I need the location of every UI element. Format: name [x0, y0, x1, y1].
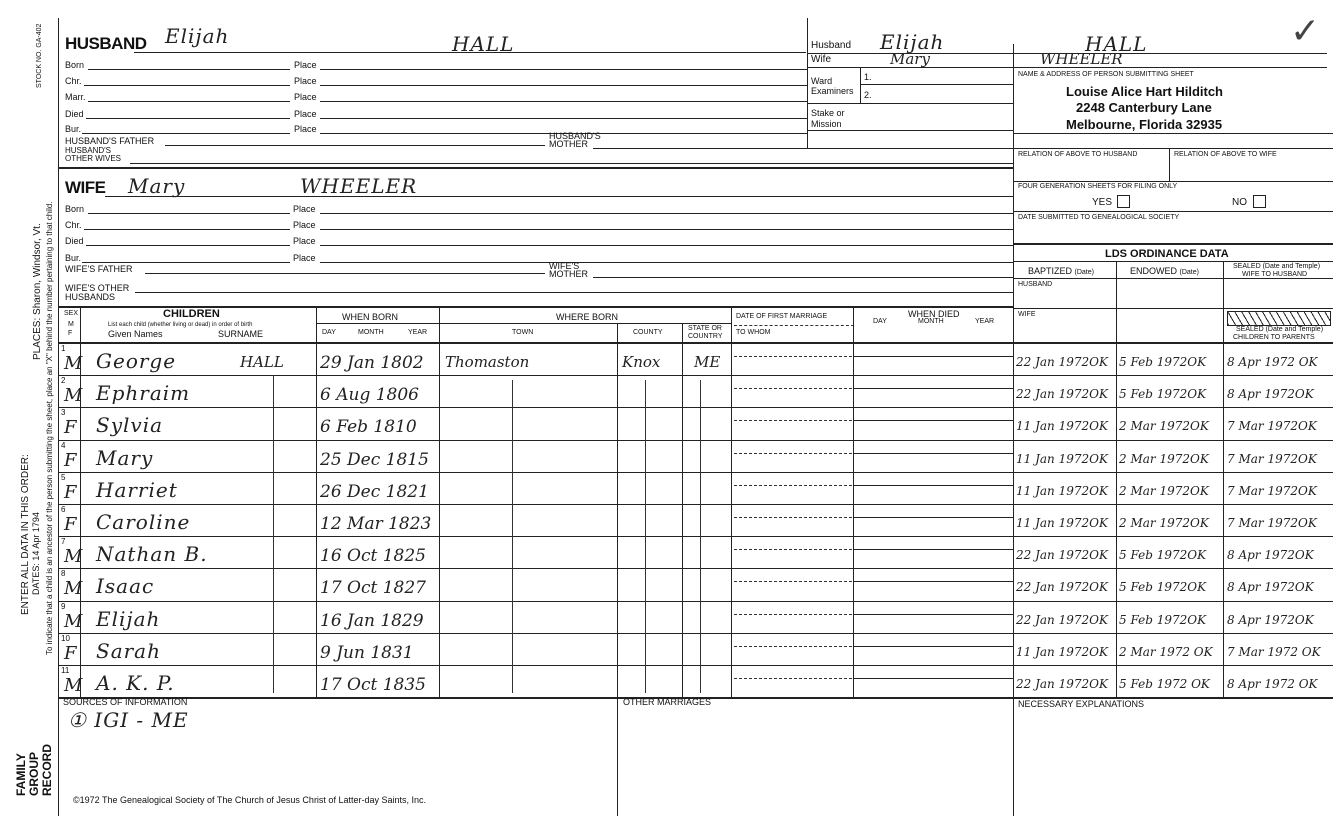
no-label: NO	[1232, 197, 1247, 208]
marriage-dash	[734, 678, 852, 679]
row-divider	[58, 568, 1333, 569]
child-given-name: Harriet	[96, 477, 178, 502]
copyright: ©1972 The Genealogical Society of The Church of Jesus Christ of Latter-day Saints, Inc.	[73, 795, 426, 805]
examiners-label: Examiners	[811, 86, 854, 96]
checkmark: ✓	[1290, 10, 1321, 51]
child-sex: M	[64, 578, 84, 600]
child-endowed: 5 Feb 1972OK	[1119, 355, 1207, 369]
child-given-name: Elijah	[96, 606, 161, 631]
sources-value: ① IGI - ME	[68, 708, 189, 732]
wife-bur-place-label: Place	[293, 253, 316, 263]
died-month-header: MONTH	[918, 318, 944, 325]
child-baptized: 22 Jan 1972OK	[1016, 580, 1108, 595]
date-submitted-label: DATE SUBMITTED TO GENEALOGICAL SOCIETY	[1018, 214, 1180, 221]
row-divider	[58, 601, 1333, 602]
county-header: COUNTY	[633, 329, 663, 336]
child-given-name: Mary	[96, 445, 154, 470]
child-birth-date: 16 Oct 1825	[320, 546, 426, 567]
child-endowed: 2 Mar 1972OK	[1119, 419, 1209, 434]
sex-header: SEX	[64, 310, 79, 317]
husband-marr-label: Marr.	[65, 92, 86, 102]
lds-husband-label: HUSBAND	[1018, 281, 1053, 288]
child-given-name: Nathan B.	[96, 542, 208, 567]
child-sealed: 8 Apr 1972OK	[1227, 580, 1314, 595]
child-birth-date: 16 Jan 1829	[320, 610, 424, 631]
ditto-mark	[700, 380, 701, 693]
husband-father-label: HUSBAND'S FATHER	[65, 136, 155, 146]
other-marriages-label: OTHER MARRIAGES	[623, 697, 712, 707]
marriage-dash	[734, 581, 852, 582]
baptized-header	[1028, 266, 1094, 278]
ditto-mark	[273, 375, 274, 693]
wife-label: WIFE	[65, 178, 106, 197]
enter-all-note: ENTER ALL DATA IN THIS ORDER:	[20, 454, 31, 615]
sex-f-header: F	[68, 330, 73, 337]
month-header: MONTH	[358, 329, 384, 336]
submitter-city: Melbourne, Florida 32935	[1066, 117, 1223, 132]
husband-bur-place-label: Place	[294, 124, 317, 134]
died-line	[853, 678, 1013, 679]
sealed-parents-1: SEALED (Date and Temple)	[1236, 326, 1324, 333]
sealed-husband-1: SEALED (Date and Temple)	[1233, 263, 1321, 270]
child-endowed: 5 Feb 1972OK	[1119, 580, 1207, 595]
husband-other-wives-1: HUSBAND'S	[65, 146, 111, 155]
marriage-dash	[734, 646, 852, 647]
child-sex: M	[64, 385, 84, 407]
child-sex: F	[64, 449, 78, 471]
child-county: Knox	[622, 353, 661, 371]
lds-wife-label: WIFE	[1018, 311, 1036, 318]
child-sex: F	[64, 642, 78, 664]
husband-chr-place-label: Place	[294, 76, 317, 86]
row-divider	[58, 504, 1333, 505]
necessary-explanations-label: NECESSARY EXPLANATIONS	[1018, 699, 1145, 709]
child-baptized: 11 Jan 1972OK	[1016, 644, 1108, 659]
rh-husband-label: Husband	[811, 40, 852, 51]
husband-died-place-label: Place	[294, 109, 317, 119]
examiner-1: 1.	[864, 72, 872, 82]
child-baptized: 22 Jan 1972OK	[1016, 387, 1108, 402]
sex-m-header: M	[68, 321, 74, 328]
lds-title: LDS ORDINANCE DATA	[1105, 248, 1229, 260]
child-endowed: 5 Feb 1972OK	[1119, 387, 1207, 402]
child-sealed: 7 Mar 1972 OK	[1227, 644, 1321, 659]
wife-chr-label: Chr.	[65, 220, 82, 230]
child-given-name: A. K. P.	[96, 671, 175, 695]
rh-wife-label: Wife	[811, 54, 831, 65]
marriage-dash	[734, 356, 852, 357]
sources-label: SOURCES OF INFORMATION	[63, 697, 188, 707]
child-baptized: 11 Jan 1972OK	[1016, 516, 1108, 530]
rh-wife-surname: WHEELER	[1040, 50, 1123, 68]
child-birth-date: 17 Oct 1835	[320, 675, 426, 695]
wife-died-place-label: Place	[293, 236, 316, 246]
given-names-header: Given Names	[108, 329, 163, 339]
submitter-label: NAME & ADDRESS OF PERSON SUBMITTING SHEET	[1018, 71, 1194, 78]
endowed-word: ENDOWED	[1130, 266, 1177, 276]
child-given-name: Sarah	[96, 638, 161, 663]
child-endowed: 5 Feb 1972OK	[1119, 548, 1207, 563]
died-line	[853, 646, 1013, 647]
child-town: Thomaston	[445, 353, 530, 371]
child-sealed: 8 Apr 1972 OK	[1227, 677, 1318, 691]
child-sex: M	[64, 675, 84, 696]
wife-chr-place-label: Place	[293, 220, 316, 230]
first-marriage-header: DATE OF FIRST MARRIAGE	[736, 313, 828, 320]
baptized-word: BAPTIZED	[1028, 266, 1073, 276]
child-sex: M	[64, 610, 84, 632]
child-number: 5	[61, 472, 66, 482]
husband-surname: HALL	[452, 32, 515, 56]
marriage-dash	[734, 453, 852, 454]
husband-given-name: Elijah	[165, 24, 230, 48]
child-sealed: 8 Apr 1972 OK	[1227, 355, 1318, 369]
child-sealed: 8 Apr 1972OK	[1227, 612, 1314, 627]
town-header: TOWN	[512, 329, 534, 336]
died-line	[853, 549, 1013, 550]
row-divider	[58, 633, 1333, 634]
surname-header: SURNAME	[218, 329, 264, 339]
rel-wife-label: RELATION OF ABOVE TO WIFE	[1174, 151, 1277, 158]
child-sealed: 7 Mar 1972OK	[1227, 516, 1317, 530]
endowed-header	[1130, 266, 1199, 278]
child-birth-date: 6 Feb 1810	[320, 417, 417, 438]
ward-label: Ward	[811, 76, 833, 86]
died-line	[853, 485, 1013, 486]
child-given-name: Ephraim	[96, 381, 191, 406]
child-number: 10	[61, 633, 70, 643]
wife-mother-label-1: WIFE'S	[549, 261, 580, 271]
marriage-dash	[734, 388, 852, 389]
died-line	[853, 614, 1013, 615]
family-word: FAMILY	[14, 753, 28, 796]
child-state: ME	[694, 353, 721, 371]
where-born-header: WHERE BORN	[556, 312, 619, 322]
ditto-mark	[512, 380, 513, 693]
row-divider	[58, 440, 1333, 441]
child-number: 9	[61, 601, 66, 611]
marriage-dash	[734, 517, 852, 518]
four-gen-label: FOUR GENERATION SHEETS FOR FILING ONLY	[1018, 183, 1178, 190]
marriage-dash	[734, 485, 852, 486]
child-given-name: Caroline	[96, 510, 191, 534]
wife-given-name: Mary	[128, 174, 186, 198]
row-divider	[58, 665, 1333, 666]
child-birth-date: 12 Mar 1823	[320, 514, 432, 534]
sealed-parents-2: CHILDREN TO PARENTS	[1233, 334, 1315, 341]
child-baptized: 11 Jan 1972OK	[1016, 419, 1108, 434]
child-endowed: 2 Mar 1972OK	[1119, 451, 1209, 466]
ditto-mark	[645, 380, 646, 693]
marriage-dash	[734, 420, 852, 421]
husband-born-label: Born	[65, 60, 85, 70]
family-group-title	[15, 744, 54, 796]
husband-marr-place-label: Place	[294, 92, 317, 102]
child-birth-date: 29 Jan 1802	[320, 353, 424, 373]
wife-died-label: Died	[65, 236, 84, 246]
child-surname: HALL	[240, 353, 284, 371]
child-endowed: 2 Mar 1972 OK	[1119, 644, 1213, 659]
baptized-date-word: (Date)	[1074, 269, 1094, 276]
endowed-date-word: (Date)	[1179, 269, 1199, 276]
examiner-2: 2.	[864, 90, 872, 100]
child-sealed: 7 Mar 1972OK	[1227, 483, 1317, 498]
wife-born-label: Born	[65, 204, 85, 214]
no-checkbox[interactable]	[1253, 195, 1266, 208]
child-number: 7	[61, 537, 66, 547]
wife-other-husbands-2: HUSBANDS	[65, 292, 116, 302]
list-note: List each child (whether living or dead) in order of birth	[108, 322, 253, 328]
husband-other-wives-2: OTHER WIVES	[65, 154, 122, 163]
child-sealed: 8 Apr 1972OK	[1227, 387, 1314, 402]
child-number: 4	[61, 440, 66, 450]
to-whom-header: TO WHOM	[736, 329, 771, 336]
child-number: 2	[61, 376, 66, 386]
rh-husband-given: Elijah	[880, 30, 945, 54]
child-birth-date: 26 Dec 1821	[320, 481, 429, 502]
died-line	[853, 453, 1013, 454]
children-header: CHILDREN	[163, 308, 220, 320]
husband-chr-label: Chr.	[65, 76, 82, 86]
child-sex: F	[64, 514, 78, 535]
stake-label-2: Mission	[811, 119, 842, 129]
child-number: 3	[61, 408, 66, 418]
record-word: RECORD	[40, 743, 54, 796]
child-number: 8	[61, 569, 66, 579]
yes-label: YES	[1092, 197, 1113, 208]
child-sealed: 7 Mar 1972OK	[1227, 451, 1317, 466]
rh-wife-given: Mary	[890, 50, 930, 68]
husband-died-label: Died	[65, 109, 84, 119]
day-header: DAY	[322, 329, 336, 336]
child-sealed: 8 Apr 1972OK	[1227, 548, 1314, 563]
child-number: 11	[61, 666, 70, 675]
yes-checkbox[interactable]	[1117, 195, 1130, 208]
died-line	[853, 356, 1013, 357]
child-number: 6	[61, 505, 66, 514]
sealed-husband-2: WIFE TO HUSBAND	[1242, 271, 1308, 278]
indicate-note: To indicate that a child is an ancestor of the person submitting the sheet, place an "X" behind the number pertaining to that child.	[45, 201, 54, 655]
places-note: PLACES: Sharon, Windsor, Vt.	[32, 223, 43, 360]
child-baptized: 22 Jan 1972OK	[1016, 677, 1108, 691]
husband-mother-label-2: MOTHER	[549, 139, 588, 149]
child-given-name: George	[96, 349, 177, 373]
row-divider	[58, 536, 1333, 537]
husband-mother-label-1: HUSBAND'S	[549, 131, 601, 141]
state-header-1: STATE OR	[688, 325, 722, 332]
sealed-hatch	[1227, 311, 1331, 326]
child-endowed: 5 Feb 1972OK	[1119, 612, 1207, 627]
wife-father-label: WIFE'S FATHER	[65, 264, 133, 274]
child-baptized: 11 Jan 1972OK	[1016, 483, 1108, 498]
rh-husband-surname: HALL	[1085, 32, 1148, 56]
died-line	[853, 388, 1013, 389]
child-sealed: 7 Mar 1972OK	[1227, 419, 1317, 434]
child-endowed: 2 Mar 1972OK	[1119, 516, 1209, 530]
child-number: 1	[61, 344, 66, 353]
died-year-header: YEAR	[975, 318, 995, 325]
when-born-header: WHEN BORN	[342, 312, 398, 322]
child-baptized: 22 Jan 1972OK	[1016, 612, 1108, 627]
wife-mother-label-2: MOTHER	[549, 269, 588, 279]
child-endowed: 2 Mar 1972OK	[1119, 483, 1209, 498]
died-line	[853, 581, 1013, 582]
husband-label: HUSBAND	[65, 34, 147, 53]
wife-born-place-label: Place	[293, 204, 316, 214]
dates-note: DATES: 14 Apr 1794	[31, 512, 41, 595]
when-died-header: WHEN DIED	[908, 309, 960, 319]
child-baptized: 11 Jan 1972OK	[1016, 451, 1108, 466]
child-given-name: Sylvia	[96, 413, 164, 438]
row-divider	[58, 407, 1333, 408]
child-birth-date: 25 Dec 1815	[320, 449, 429, 470]
child-sex: M	[64, 546, 84, 568]
died-day-header: DAY	[873, 318, 887, 325]
marriage-dash	[734, 614, 852, 615]
group-word: GROUP	[27, 751, 41, 796]
child-given-name: Isaac	[96, 574, 155, 599]
marriage-dash	[734, 549, 852, 550]
row-divider	[58, 472, 1333, 473]
died-line	[853, 517, 1013, 518]
child-birth-date: 17 Oct 1827	[320, 578, 426, 599]
submitter-name: Louise Alice Hart Hilditch	[1066, 84, 1223, 99]
stake-label-1: Stake or	[811, 108, 845, 118]
child-baptized: 22 Jan 1972OK	[1016, 355, 1108, 369]
child-baptized: 22 Jan 1972OK	[1016, 548, 1108, 563]
child-birth-date: 6 Aug 1806	[320, 385, 419, 406]
child-birth-date: 9 Jun 1831	[320, 642, 414, 663]
rel-husband-label: RELATION OF ABOVE TO HUSBAND	[1018, 151, 1138, 158]
stock-number: STOCK NO. GA-402	[36, 23, 43, 88]
child-endowed: 5 Feb 1972 OK	[1119, 677, 1210, 691]
husband-bur-label: Bur.	[65, 124, 82, 134]
child-sex: F	[64, 417, 78, 439]
year-header: YEAR	[408, 329, 428, 336]
submitter-street: 2248 Canterbury Lane	[1076, 100, 1212, 115]
state-header-2: COUNTRY	[688, 333, 723, 340]
husband-born-place-label: Place	[294, 60, 317, 70]
died-line	[853, 420, 1013, 421]
wife-surname: WHEELER	[300, 174, 418, 198]
child-sex: M	[64, 353, 84, 374]
wife-bur-label: Bur.	[65, 253, 82, 263]
child-sex: F	[64, 481, 78, 503]
wife-other-husbands-1: WIFE'S OTHER	[65, 283, 130, 293]
row-divider	[58, 375, 1333, 376]
